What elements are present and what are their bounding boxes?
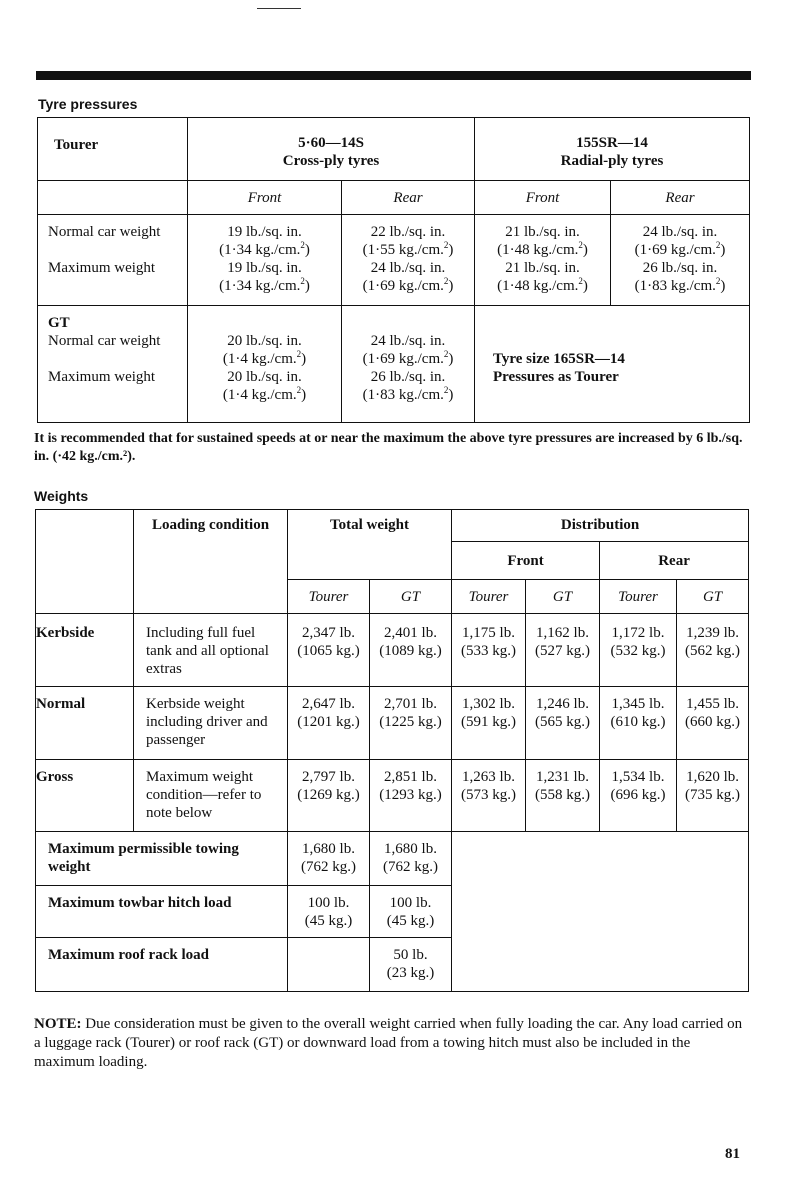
total-tourer-header: Tourer [288,580,370,614]
cross-ply-header [188,118,475,181]
gt-normal-weight-label: Normal car weight [48,332,161,349]
roof-label: Maximum roof rack load [36,938,288,992]
tourer-cross-rear [342,215,475,305]
pressure-lb: 19 lb./sq. in. [227,224,302,241]
cross-ply-size: 5·60—14S [298,135,364,151]
pressure-kg: (1·83 kg./cm.$^2$) [362,384,454,403]
radial-rear-header: Rear [611,181,750,215]
hitch-tourer: 100 lb. (45 kg.) [288,886,370,938]
gt-maximum-weight-label: Maximum weight [48,368,156,385]
weight-cell: 2,851 lb. (1293 kg.) [370,760,452,832]
pressure-lb: 21 lb./sq. in. [505,224,580,241]
towing-label: Maximum permissible towing weight [36,832,288,886]
pressure-kg: (1·55 kg./cm.$^2$) [362,240,454,259]
front-gt-header: GT [526,580,600,614]
maximum-weight-label: Maximum weight [48,260,156,277]
row-condition: Kerbside weight including driver and passenger [134,687,288,760]
pressure-lb: 19 lb./sq. in. [227,260,302,277]
normal-weight-label: Normal car weight [48,224,161,241]
gt-cross-rear [342,305,475,422]
weight-cell: 2,797 lb. (1269 kg.) [288,760,370,832]
rear-header: Rear [600,542,749,580]
weight-cell: 2,647 lb. (1201 kg.) [288,687,370,760]
weight-cell: 2,401 lb. (1089 kg.) [370,614,452,687]
tourer-label: Tourer [38,118,188,181]
radial-ply-header [475,118,750,181]
weight-cell: 1,246 lb. (565 kg.) [526,687,600,760]
weight-cell: 1,162 lb. (527 kg.) [526,614,600,687]
total-gt-header: GT [370,580,452,614]
row-label: Kerbside [36,614,134,687]
rear-gt-header: GT [677,580,749,614]
table-row [36,614,749,687]
tourer-radial-rear [611,215,750,305]
note-text: Due consideration must be given to the overall weight carried when fully loading the car. Any load carried on a luggage rack (Tourer) or roof rack (GT) or downward load from a towing hitch must also be included in the maximum loading. [34,1016,743,1070]
hitch-gt: 100 lb. (45 kg.) [370,886,452,938]
pressure-kg: (1·48 kg./cm.$^2$) [497,240,588,259]
row-label: Normal [36,687,134,760]
top-tick-mark [257,8,301,9]
pressure-kg: (1·69 kg./cm.$^2$) [634,240,726,259]
weight-cell: 1,302 lb. (591 kg.) [452,687,526,760]
weight-cell: 1,172 lb. (532 kg.) [600,614,677,687]
weight-cell: 2,347 lb. (1065 kg.) [288,614,370,687]
gt-row-labels [38,305,188,422]
weights-corner [36,510,134,614]
roof-tourer-blank [288,938,370,992]
pressure-kg: (1·34 kg./cm.$^2$) [219,240,310,259]
total-weight-header: Total weight [288,510,452,580]
front-tourer-header: Tourer [452,580,526,614]
weight-cell: 1,534 lb. (696 kg.) [600,760,677,832]
weight-cell: 1,239 lb. (562 kg.) [677,614,749,687]
pressure-kg: (1·69 kg./cm.$^2$) [362,276,454,295]
pressure-lb: 21 lb./sq. in. [505,260,580,277]
weight-cell: 1,263 lb. (573 kg.) [452,760,526,832]
hitch-label: Maximum towbar hitch load [36,886,288,938]
towing-row [36,832,749,886]
cross-ply-type: Cross-ply tyres [282,153,380,169]
pressure-lb: 24 lb./sq. in. [370,260,446,277]
weight-cell: 1,455 lb. (660 kg.) [677,687,749,760]
towing-gt: 1,680 lb. (762 kg.) [370,832,452,886]
pressure-lb: 24 lb./sq. in. [370,332,446,349]
pressure-lb: 24 lb./sq. in. [642,224,718,241]
gt-radial-note [475,305,750,422]
tourer-row-labels [38,215,188,305]
top-rule [36,71,751,80]
weight-cell: 1,175 lb. (533 kg.) [452,614,526,687]
towing-tourer: 1,680 lb. (762 kg.) [288,832,370,886]
row-label: Gross [36,760,134,832]
note-label: NOTE: [34,1016,82,1032]
weight-cell: 1,345 lb. (610 kg.) [600,687,677,760]
gt-label: GT [48,314,70,331]
gt-pressures-note: Pressures as Tourer [493,368,619,385]
pressure-kg: (1·69 kg./cm.$^2$) [362,348,454,367]
tyre-pressures-heading: Tyre pressures [38,96,138,112]
tyre-pressures-table [37,117,750,423]
front-header: Front [452,542,600,580]
radial-ply-type: Radial-ply tyres [560,153,664,169]
pressure-kg: (1·34 kg./cm.$^2$) [219,276,310,295]
weight-cell: 1,620 lb. (735 kg.) [677,760,749,832]
weights-note [34,1015,750,1072]
weight-cell: 2,701 lb. (1225 kg.) [370,687,452,760]
pressure-kg: (1·48 kg./cm.$^2$) [497,276,588,295]
pressure-lb: 20 lb./sq. in. [227,332,302,349]
tourer-blank-cell [38,181,188,215]
pressure-lb: 22 lb./sq. in. [370,224,446,241]
pressure-lb: 26 lb./sq. in. [370,368,446,385]
gt-cross-front [188,305,342,422]
pressure-kg: (1·4 kg./cm.$^2$) [222,384,307,403]
rear-tourer-header: Tourer [600,580,677,614]
weight-cell: 1,231 lb. (558 kg.) [526,760,600,832]
cross-rear-header: Rear [342,181,475,215]
page-number: 81 [725,1146,740,1162]
row-condition: Maximum weight condition—refer to note below [134,760,288,832]
pressure-kg: (1·4 kg./cm.$^2$) [222,348,307,367]
pressure-lb: 26 lb./sq. in. [642,260,718,277]
radial-ply-size: 155SR—14 [576,135,648,151]
pressure-lb: 20 lb./sq. in. [227,368,302,385]
tourer-radial-front [475,215,611,305]
distribution-header: Distribution [452,510,749,542]
speed-recommendation: It is recommended that for sustained speeds at or near the maximum the above tyre pressures are increased by 6 lb./sq. in. (·42 kg./cm.²). [34,431,743,464]
cross-front-header: Front [188,181,342,215]
tourer-cross-front [188,215,342,305]
weights-table [35,509,749,992]
row-condition: Including full fuel tank and all optional extras [134,614,288,687]
gt-tyre-size: Tyre size 165SR—14 [493,350,625,367]
roof-gt: 50 lb. (23 kg.) [370,938,452,992]
weights-heading: Weights [34,488,89,504]
pressure-kg: (1·83 kg./cm.$^2$) [634,276,726,295]
table-row [36,687,749,760]
loading-condition-header: Loading condition [134,510,288,614]
table-row [36,760,749,832]
radial-front-header: Front [475,181,611,215]
towing-blank [452,832,749,992]
